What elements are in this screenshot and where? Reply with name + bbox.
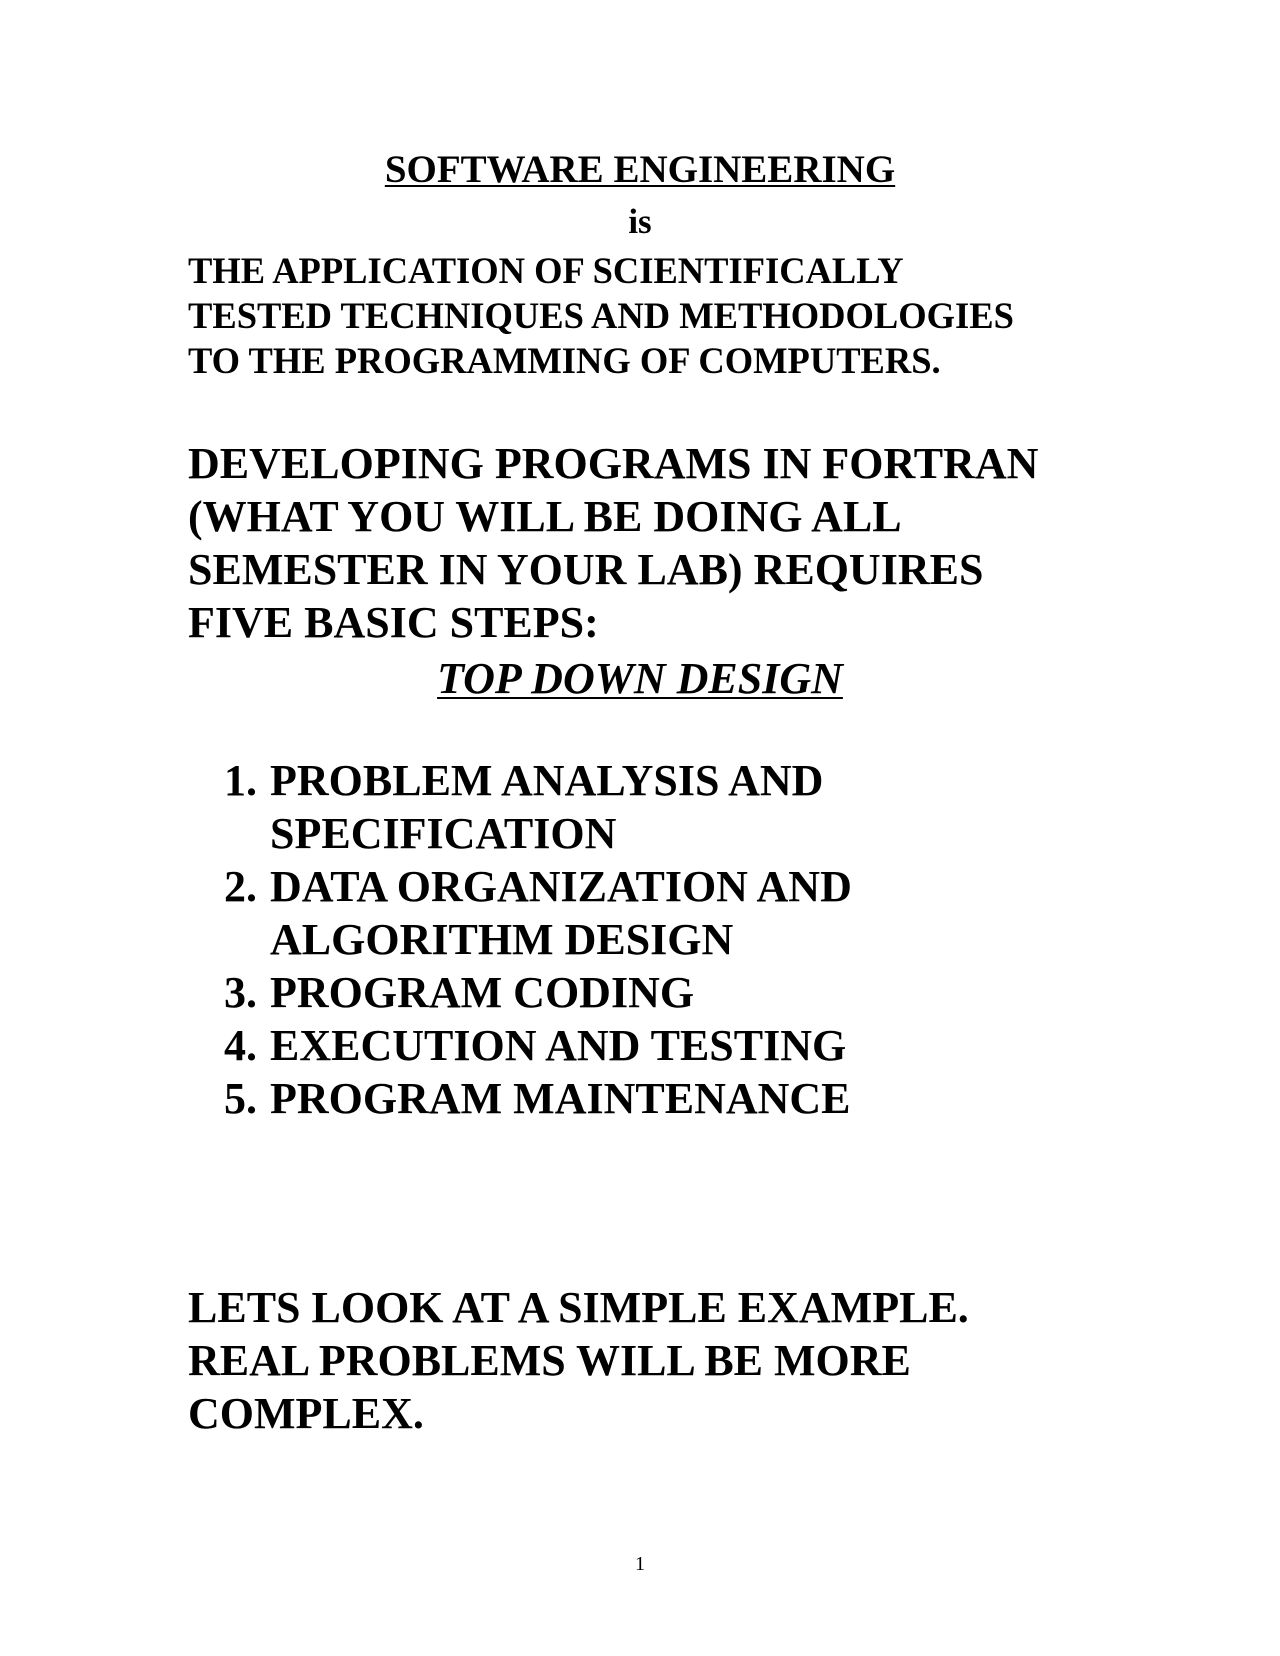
step-line: PROGRAM CODING — [270, 968, 695, 1017]
list-item — [224, 754, 1124, 860]
list-item — [224, 860, 1124, 966]
step-number: 1. — [224, 756, 257, 805]
list-item — [224, 1072, 1124, 1125]
intro-paragraph — [188, 437, 1188, 649]
step-number: 4. — [224, 1021, 257, 1070]
step-line: PROGRAM MAINTENANCE — [270, 1074, 851, 1123]
step-number: 2. — [224, 862, 257, 911]
step-text — [270, 860, 1070, 966]
list-item — [224, 966, 1124, 1019]
page-number: 1 — [635, 1553, 645, 1575]
step-line: ALGORITHM DESIGN — [270, 915, 734, 964]
intro-line: SEMESTER IN YOUR LAB) REQUIRES — [188, 545, 984, 594]
method-heading: TOP DOWN DESIGN — [437, 654, 843, 703]
list-item — [224, 1019, 1124, 1072]
closing-line: LETS LOOK AT A SIMPLE EXAMPLE. — [188, 1283, 969, 1332]
step-text — [270, 1019, 1070, 1072]
intro-line: FIVE BASIC STEPS: — [188, 598, 599, 647]
intro-line: DEVELOPING PROGRAMS IN FORTRAN — [188, 439, 1039, 488]
definition-line: TESTED TECHNIQUES AND METHODOLOGIES — [188, 295, 1014, 336]
step-line: SPECIFICATION — [270, 809, 617, 858]
step-line: DATA ORGANIZATION AND — [270, 862, 852, 911]
step-text — [270, 754, 1070, 860]
closing-paragraph — [188, 1281, 1188, 1440]
step-line: EXECUTION AND TESTING — [270, 1021, 847, 1070]
step-line: PROBLEM ANALYSIS AND — [270, 756, 824, 805]
step-text — [270, 966, 1070, 1019]
steps-list — [224, 754, 1124, 1125]
definition-paragraph — [188, 248, 1188, 383]
definition-line: THE APPLICATION OF SCIENTIFICALLY — [188, 250, 904, 291]
closing-line: REAL PROBLEMS WILL BE MORE — [188, 1336, 911, 1385]
closing-line: COMPLEX. — [188, 1389, 424, 1438]
step-number: 5. — [224, 1074, 257, 1123]
step-text — [270, 1072, 1070, 1125]
definition-line: TO THE PROGRAMMING OF COMPUTERS. — [188, 340, 941, 381]
intro-line: (WHAT YOU WILL BE DOING ALL — [188, 492, 902, 541]
step-number: 3. — [224, 968, 257, 1017]
document-title: SOFTWARE ENGINEERING — [384, 148, 896, 191]
title-connector: is — [628, 202, 652, 241]
